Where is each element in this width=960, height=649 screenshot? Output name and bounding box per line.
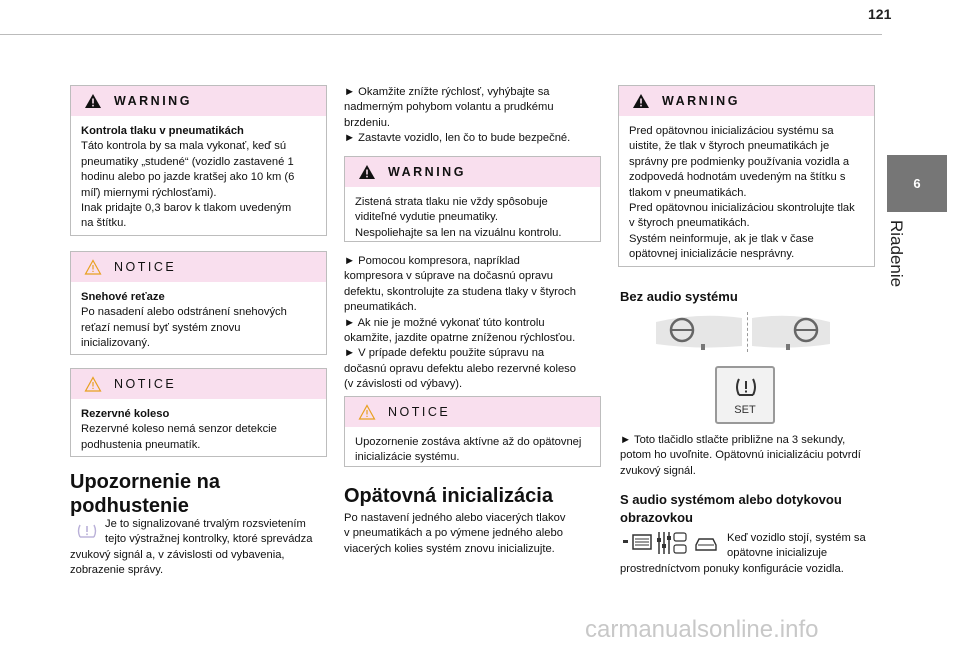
notice-box-active — [344, 396, 601, 467]
text-line: tejto výstražnej kontrolky, ktoré sprevádza — [105, 533, 313, 546]
warning-line: na štítku. — [81, 217, 127, 230]
warning-line: uistite, že tlak v štyroch pneumatikách je — [629, 140, 830, 153]
dashboard-rhd-illustration — [752, 310, 832, 354]
warning-body — [71, 116, 326, 238]
text-line: (v závislosti od výbavy). — [344, 378, 463, 391]
warning-line: tlakom v pneumatikách. — [629, 186, 747, 199]
warning-line: Zistená strata tlaku nie vždy spôsobuje — [355, 196, 548, 208]
heading-line: S audio systémom alebo dotykovou — [620, 492, 842, 507]
heading-no-audio: Bez audio systému — [620, 289, 738, 304]
dashboard-lhd-illustration — [654, 310, 744, 354]
warning-title: WARNING — [114, 94, 192, 108]
notice-line: inicializácie systému. — [355, 451, 460, 464]
compressor-instructions — [344, 254, 606, 393]
set-button-instructions — [620, 433, 882, 479]
warning-line: Inak pridajte 0,3 barov k tlakom uvedeným — [81, 202, 292, 215]
text-line: okamžite, jazdite opatrne zníženou rýchlosťou. — [344, 332, 576, 345]
notice-line: reťazí nemusí byť systém znovu — [81, 321, 241, 334]
section-title-line: podhustenie — [70, 495, 189, 517]
text-line: ► Toto tlačidlo stlačte približne na 3 sekundy, — [620, 434, 846, 446]
text-line: ► Ak nie je možné vykonať túto kontrolu — [344, 316, 545, 329]
notice-line: Upozornenie zostáva aktívne až do opätovnej — [355, 436, 582, 448]
notice-body — [71, 399, 326, 459]
text-line: zvukový signál a, v závislosti od vybavenia, — [70, 548, 285, 561]
notice-heading: Rezervné koleso — [81, 408, 170, 420]
warning-line: Táto kontrola by sa mala vykonať, keď sú — [81, 140, 287, 153]
warning-line: opätovnej inicializácie nesprávny. — [629, 248, 795, 261]
warning-header — [345, 157, 600, 187]
warning-header — [619, 86, 874, 116]
notice-title: NOTICE — [114, 260, 177, 274]
warning-line: hodinu alebo po jazde kratšej ako 10 km (6 — [81, 171, 295, 184]
notice-title: NOTICE — [114, 377, 177, 391]
warning-box-tire-pressure — [70, 85, 327, 236]
set-label: SET — [734, 404, 756, 416]
heading-line: obrazovkou — [620, 510, 693, 525]
warning-triangle-icon — [358, 164, 376, 180]
text-line: kompresora v súprave na dočasnú opravu — [344, 270, 553, 283]
tire-pressure-icon — [734, 376, 758, 398]
reinit-text — [344, 511, 606, 557]
touchscreen-instructions — [620, 531, 882, 577]
text-line: Keď vozidlo stojí, systém sa — [727, 532, 866, 544]
heading-touchscreen — [620, 491, 842, 527]
page-number: 121 — [868, 6, 892, 22]
notice-header — [71, 369, 326, 399]
warning-line: Pred opätovnou inicializáciou systému sa — [629, 125, 834, 137]
section-title-line: Upozornenie na — [70, 471, 221, 493]
notice-heading: Snehové reťaze — [81, 291, 165, 303]
chapter-label-text: Riadenie — [887, 220, 906, 288]
warning-heading: Kontrola tlaku v pneumatikách — [81, 125, 244, 137]
notice-box-spare-wheel — [70, 368, 327, 457]
intro-instructions — [344, 85, 606, 147]
text-line: nadmerným pohybom volantu a prudkému — [344, 101, 554, 114]
notice-triangle-icon — [84, 259, 102, 275]
text-line: opätovne inicializuje — [727, 547, 828, 560]
text-line: ► V prípade defektu použite súpravu na — [344, 347, 545, 360]
text-line: dočasnú opravu defektu alebo rezervné koleso — [344, 362, 576, 375]
warning-line: pneumatiky „studené“ (vozidlo zastavené 1 — [81, 155, 294, 168]
notice-triangle-icon — [84, 376, 102, 392]
text-line: defektu, skontrolujte za studena tlaky v štyroch — [344, 285, 576, 298]
notice-line: Po nasadení alebo odstránení snehových — [81, 306, 287, 319]
warning-line: viditeľné vydutie pneumatiky. — [355, 211, 498, 224]
text-line: ► Zastavte vozidlo, len čo to bude bezpečné. — [344, 132, 571, 145]
warning-title: WARNING — [388, 165, 466, 179]
warning-header — [71, 86, 326, 116]
warning-body — [345, 187, 600, 247]
text-line: v pneumatikách a po výmene jedného alebo — [344, 527, 563, 540]
notice-line: podhustenia pneumatík. — [81, 438, 201, 451]
notice-header — [345, 397, 600, 427]
text-line: zvukový signál. — [620, 464, 696, 477]
chapter-tab[interactable]: 6 — [887, 155, 947, 212]
text-line: pneumatikách. — [344, 301, 417, 314]
warning-title: WARNING — [662, 94, 740, 108]
text-line: Po nastavení jedného alebo viacerých tlakov — [344, 512, 566, 524]
warning-triangle-icon — [84, 93, 102, 109]
warning-box-before-reinit — [618, 85, 875, 267]
notice-line: inicializovaný. — [81, 337, 151, 350]
warning-line: míľ) miernymi rýchlosťami). — [81, 186, 217, 199]
text-line: ► Pomocou kompresora, napríklad — [344, 255, 520, 267]
text-line: viacerých kolies systém znovu inicializujte. — [344, 542, 555, 555]
notice-title: NOTICE — [388, 405, 451, 419]
text-line: brzdeniu. — [344, 116, 391, 129]
warning-line: zodpovedá hodnotám uvedeným na štítku s — [629, 171, 846, 184]
warning-line: v štyroch pneumatikách. — [629, 217, 750, 230]
notice-box-snow-chains — [70, 251, 327, 355]
divider — [747, 312, 749, 352]
notice-body — [345, 427, 600, 472]
header-rule — [0, 34, 882, 35]
notice-body — [71, 282, 326, 358]
warning-triangle-icon — [632, 93, 650, 109]
notice-header — [71, 252, 326, 282]
underinflation-text — [70, 517, 332, 579]
notice-triangle-icon — [358, 404, 376, 420]
chapter-label — [888, 220, 910, 340]
warning-body — [619, 116, 874, 269]
text-line: prostredníctvom ponuky konfigurácie vozidla. — [620, 562, 844, 575]
warning-box-pressure-loss — [344, 156, 601, 242]
warning-line: Pred opätovnou inicializáciou skontrolujte tlak — [629, 202, 855, 215]
watermark: carmanualsonline.info — [585, 616, 819, 643]
text-line: zobrazenie správy. — [70, 564, 164, 577]
section-title-reinit: Opätovná inicializácia — [344, 485, 553, 507]
text-line: potom ho uvoľnite. Opätovnú inicializáciu potvrdí — [620, 449, 861, 462]
warning-line: správny pre podmienky používania vozidla a — [629, 155, 850, 168]
warning-line: Systém neinformuje, ak je tlak v čase — [629, 232, 814, 245]
text-line: Je to signalizované trvalým rozsvietením — [105, 518, 306, 530]
set-button[interactable] — [715, 366, 775, 424]
warning-line: Nespoliehajte sa len na vizuálnu kontrolu. — [355, 226, 562, 239]
section-title-underinflation — [70, 470, 220, 518]
text-line: ► Okamžite znížte rýchlosť, vyhýbajte sa — [344, 86, 550, 98]
notice-line: Rezervné koleso nemá senzor detekcie — [81, 423, 277, 436]
